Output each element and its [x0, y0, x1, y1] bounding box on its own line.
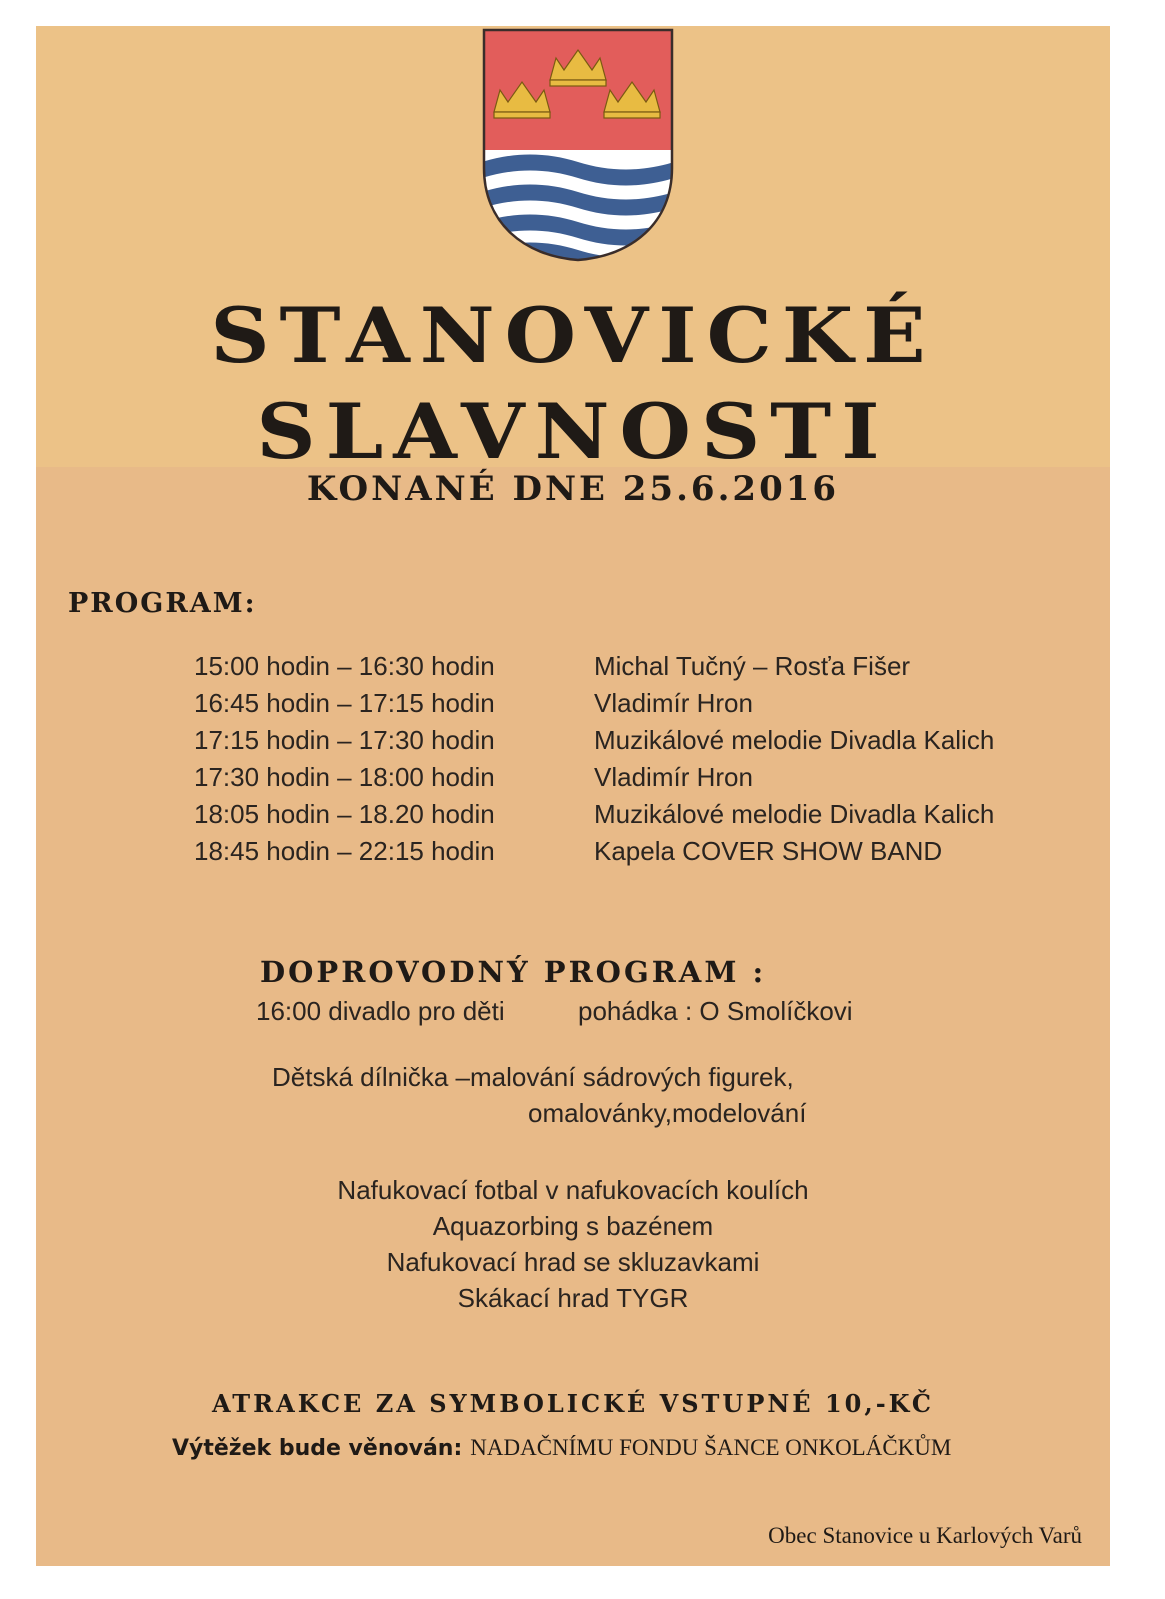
- schedule-row: [194, 833, 1094, 870]
- proceeds-value: NADAČNÍMU FONDU ŠANCE ONKOLÁČKŮM: [470, 1435, 952, 1460]
- schedule-row: [194, 722, 1094, 759]
- activity-item: Aquazorbing s bazénem: [432, 1211, 714, 1241]
- schedule-performer: Vladimír Hron: [594, 762, 753, 792]
- schedule-time: 18:05 hodin – 18.20 hodin: [194, 799, 495, 829]
- workshop-line-2: omalovánky,modelování: [528, 1098, 807, 1128]
- program-heading: PROGRAM:: [68, 588, 257, 619]
- schedule-performer: Michal Tučný – Rosťa Fišer: [594, 651, 911, 681]
- activity-item: Nafukovací fotbal v nafukovacích koulích: [337, 1175, 809, 1205]
- side-program-heading: DOPROVODNÝ PROGRAM :: [260, 955, 767, 989]
- activity-item: Skákací hrad TYGR: [457, 1283, 689, 1313]
- schedule-time: 16:45 hodin – 17:15 hodin: [194, 688, 495, 718]
- schedule-list: [194, 648, 1094, 870]
- proceeds-line: [172, 1435, 951, 1461]
- schedule-performer: Vladimír Hron: [594, 688, 753, 718]
- schedule-row: [194, 685, 1094, 722]
- schedule-time: 18:45 hodin – 22:15 hodin: [194, 836, 495, 866]
- schedule-row: [194, 796, 1094, 833]
- schedule-time: 17:30 hodin – 18:00 hodin: [194, 762, 495, 792]
- schedule-performer: Muzikálové melodie Divadla Kalich: [594, 725, 995, 755]
- schedule-performer: Muzikálové melodie Divadla Kalich: [594, 799, 995, 829]
- schedule-performer: Kapela COVER SHOW BAND: [594, 836, 943, 866]
- proceeds-label: Výtěžek bude věnován:: [172, 1436, 463, 1461]
- activities-list: [36, 1172, 1110, 1316]
- title-line-2: SLAVNOSTI: [256, 387, 890, 477]
- workshop-line-1: Dětská dílnička –malování sádrových figurek,: [272, 1062, 794, 1092]
- schedule-row: [194, 648, 1094, 685]
- poster: [36, 26, 1110, 1566]
- footer-municipality: Obec Stanovice u Karlových Varů: [768, 1523, 1082, 1548]
- schedule-row: [194, 759, 1094, 796]
- side-program-time: 16:00 divadlo pro děti: [256, 996, 505, 1026]
- schedule-time: 17:15 hodin – 17:30 hodin: [194, 725, 495, 755]
- schedule-time: 15:00 hodin – 16:30 hodin: [194, 651, 495, 681]
- title-line-1: STANOVICKÉ: [210, 291, 936, 381]
- attractions-line: ATRAKCE ZA SYMBOLICKÉ VSTUPNÉ 10,-KČ: [212, 1389, 934, 1418]
- event-date: KONANÉ DNE 25.6.2016: [306, 469, 840, 509]
- side-program-tale: pohádka : O Smolíčkovi: [578, 996, 853, 1026]
- coat-of-arms-icon: [482, 28, 674, 262]
- activity-item: Nafukovací hrad se skluzavkami: [386, 1247, 760, 1277]
